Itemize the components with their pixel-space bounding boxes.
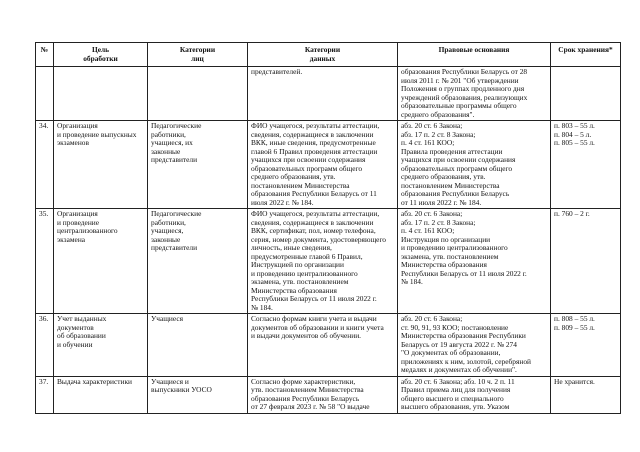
col-data-header — [248, 43, 398, 67]
cell-text-line: образования Республики Беларусь от 28 — [401, 67, 528, 76]
col-number-header — [36, 43, 54, 67]
person-categories-cell — [148, 67, 248, 121]
cell-text-line: и проведению централизованного — [401, 243, 508, 252]
header-text-line: данных — [309, 53, 336, 63]
purpose-cell — [54, 376, 148, 413]
cell-text-line: учреждений образования, реализующих — [401, 92, 528, 102]
person-categories-cell — [148, 121, 248, 209]
cell-text-line: образовательные программы общего — [401, 101, 517, 110]
purpose-cell — [54, 67, 148, 121]
cell-text-line: приложениях к ним, золотой, серебряной — [401, 356, 531, 366]
storage-term-cell — [551, 121, 621, 209]
cell-text-line: июля 2011 г. № 201 "Об утверждении — [401, 75, 519, 85]
cell-text-line: абз. 20 ст. 6 Закона; абз. 10 ч. 2 п. 11 — [401, 376, 515, 386]
cell-text-line: Организация — [57, 209, 98, 218]
cell-text-line: Педагогические — [151, 209, 202, 218]
cell-text-line: экзамена, утв. постановлением — [401, 251, 499, 261]
cell-text-line: Инструкция по организации — [401, 234, 491, 244]
cell-text-line: ФИО учащегося, результаты аттестации, — [251, 209, 380, 218]
cell-text-line: учащиеся, их — [151, 138, 193, 147]
cell-text-line: сведения, содержащиеся в заключении — [251, 129, 374, 139]
data-categories-cell — [248, 376, 398, 413]
legal-basis-cell — [398, 67, 551, 121]
col-legal-header — [398, 43, 551, 67]
purpose-cell — [54, 121, 148, 209]
table-row — [36, 209, 621, 314]
cell-text-line: образования Республики Беларусь — [401, 189, 510, 198]
cell-text-line: постановлением Министерства — [401, 180, 500, 190]
purpose-cell — [54, 314, 148, 377]
header-text-line: лиц — [191, 53, 204, 63]
cell-text-line: и обучении — [57, 339, 93, 349]
row-number: 36. — [36, 314, 54, 377]
cell-text-line: среднего образования". — [401, 109, 475, 119]
cell-text-line: ФИО учащегося, результаты аттестации, — [251, 121, 380, 130]
legal-basis-cell — [398, 121, 551, 209]
row-number: 37. — [36, 376, 54, 413]
cell-text-line: абз. 20 ст. 6 Закона; — [401, 209, 463, 218]
cell-text-line: учащиеся, — [151, 226, 184, 235]
cell-text-line: № 184. — [251, 302, 273, 312]
cell-text-line: документов об образовании и книги учета — [251, 322, 384, 332]
data-categories-cell — [248, 314, 398, 377]
cell-text-line: представители — [151, 155, 198, 164]
cell-text-line: Министерства образования — [401, 260, 487, 269]
cell-text-line: Инструкцией по организации — [251, 260, 344, 269]
cell-text-line: законные — [151, 146, 181, 156]
cell-text-line: сведения, содержащиеся в заключении — [251, 217, 374, 227]
cell-text-line: п. 808 – 55 л. — [554, 314, 595, 323]
cell-text-line: централизованного — [57, 226, 118, 235]
cell-text-line: п. 760 – 2 г. — [554, 209, 590, 218]
row-number: 35. — [36, 209, 54, 314]
cell-text-line: от 11 июля 2022 г. № 184. — [401, 197, 482, 207]
cell-text-line: Республики Беларусь от 11 июля 2022 г. — [251, 294, 377, 303]
cell-text-line: Согласно формам книги учета и выдачи — [251, 314, 377, 323]
cell-text-line: Министерства образования — [251, 285, 337, 295]
cell-text-line: ВКК, сертификат, пол, номер телефона, — [251, 226, 376, 235]
cell-text-line: экзамена, утв. постановлением — [251, 277, 349, 286]
cell-text-line: Согласно форме характеристики, — [251, 376, 356, 386]
cell-text-line: высшего образования, утв. Указом — [401, 402, 510, 411]
cell-text-line: Беларусь от 19 августа 2022 г. № 274 — [401, 339, 517, 349]
person-categories-cell — [148, 209, 248, 314]
purpose-cell — [54, 209, 148, 314]
cell-text-line: Учет выданных — [57, 314, 107, 323]
header-text-line: обработки — [83, 53, 118, 63]
legal-basis-cell — [398, 376, 551, 413]
data-processing-table — [35, 42, 621, 414]
cell-text-line: экзаменов — [57, 138, 89, 147]
header-text-line: Категории — [304, 45, 341, 54]
cell-text-line: личность, иные сведения, — [251, 243, 332, 252]
row-number: 34. — [36, 121, 54, 209]
cell-text-line: образовательных программ общего — [251, 163, 363, 173]
cell-text-line: законные — [151, 234, 181, 244]
cell-text-line: общего высшего и специального — [401, 393, 504, 403]
cell-text-line: работники, — [151, 129, 186, 139]
header-text-line: Цель — [91, 45, 110, 54]
cell-text-line: представителей. — [251, 67, 303, 76]
table-row — [36, 67, 621, 121]
cell-text-line: Учащиеся — [151, 314, 184, 323]
cell-text-line: Министерства образования Республики — [401, 331, 526, 340]
cell-text-line: и выдачи документов об обучении. — [251, 331, 362, 340]
cell-text-line: Выдача характеристики — [57, 376, 133, 386]
cell-text-line: об образовании — [57, 331, 106, 340]
data-categories-cell — [248, 209, 398, 314]
cell-text-line: п. 804 – 5 л. — [554, 129, 592, 139]
row-number — [36, 67, 54, 121]
cell-text-line: абз. 20 ст. 6 Закона; — [401, 314, 463, 323]
cell-text-line: "О документах об образовании, — [401, 348, 501, 357]
cell-text-line: Не хранится. — [554, 376, 595, 386]
cell-text-line: учащихся при освоении содержания — [401, 155, 516, 164]
col-term-header — [551, 43, 621, 67]
cell-text-line: представители — [151, 243, 198, 252]
cell-text-line: Республики Беларусь от 11 июля 2022 г. — [401, 268, 527, 278]
cell-text-line: абз. 20 ст. 6 Закона; — [401, 121, 463, 130]
legal-basis-cell — [398, 314, 551, 377]
cell-text-line: ст. 90, 91, 93 КОО; постановление — [401, 322, 509, 332]
cell-text-line: Правил приема лиц для получения — [401, 385, 511, 394]
cell-text-line: Учащиеся и — [151, 376, 189, 386]
cell-text-line: Педагогические — [151, 121, 202, 130]
table-row — [36, 314, 621, 377]
cell-text-line: образования Республики Беларусь от 11 — [251, 189, 377, 198]
person-categories-cell — [148, 376, 248, 413]
cell-text-line: п. 4 ст. 161 КОО; — [401, 138, 455, 147]
person-categories-cell — [148, 314, 248, 377]
document-page — [35, 42, 620, 414]
header-text-line: № — [40, 45, 49, 54]
cell-text-line: главой 6 Правил проведения аттестации — [251, 146, 378, 156]
cell-text-line: работники, — [151, 217, 186, 227]
header-text-line: Правовые основания — [438, 45, 510, 54]
cell-text-line: и проведению централизованного — [251, 268, 358, 278]
cell-text-line: выпускники УОСО — [151, 385, 212, 394]
cell-text-line: и проведение выпускных — [57, 129, 137, 139]
table-body — [36, 67, 621, 414]
cell-text-line: утв. постановлением Министерства — [251, 385, 364, 394]
cell-text-line: образовательных программ общего — [401, 163, 513, 173]
cell-text-line: Организация — [57, 121, 98, 130]
cell-text-line: от 27 февраля 2023 г. № 58 "О выдаче — [251, 402, 370, 411]
storage-term-cell — [551, 209, 621, 314]
cell-text-line: № 184. — [401, 277, 423, 286]
cell-text-line: Положения о группах продленного дня — [401, 84, 525, 93]
storage-term-cell — [551, 376, 621, 413]
cell-text-line: абз. 17 п. 2 ст. 8 Закона; — [401, 217, 476, 227]
cell-text-line: п. 803 – 55 л. — [554, 121, 595, 130]
cell-text-line: учащихся при освоении содержания — [251, 155, 366, 164]
cell-text-line: предусмотренные главой 6 Правил, — [251, 251, 363, 261]
cell-text-line: п. 805 – 55 л. — [554, 138, 595, 147]
cell-text-line: п. 4 ст. 161 КОО; — [401, 226, 455, 235]
cell-text-line: среднего образования, утв. — [251, 172, 336, 181]
cell-text-line: документов — [57, 322, 94, 332]
col-purpose-header — [54, 43, 148, 67]
cell-text-line: абз. 17 п. 2 ст. 8 Закона; — [401, 129, 476, 139]
header-text-line: Срок хранения* — [558, 45, 613, 54]
cell-text-line: ВКК, иные сведения, предусмотренные — [251, 138, 376, 147]
cell-text-line: п. 809 – 55 л. — [554, 322, 595, 332]
cell-text-line: образования Республики Беларусь — [251, 393, 360, 403]
storage-term-cell — [551, 67, 621, 121]
cell-text-line: Правила проведения аттестации — [401, 146, 503, 156]
header-text-line: Категории — [179, 45, 216, 54]
cell-text-line: среднего образования, утв. — [401, 172, 486, 181]
cell-text-line: постановлением Министерства — [251, 180, 350, 190]
cell-text-line: и проведение — [57, 217, 100, 227]
table-row — [36, 121, 621, 209]
cell-text-line: экзамена — [57, 234, 86, 244]
table-row — [36, 376, 621, 413]
data-categories-cell — [248, 67, 398, 121]
table-header-row — [36, 43, 621, 67]
storage-term-cell — [551, 314, 621, 377]
legal-basis-cell — [398, 209, 551, 314]
data-categories-cell — [248, 121, 398, 209]
cell-text-line: серия, номер документа, удостоверяющего — [251, 234, 386, 244]
cell-text-line: медалях и документах об обучении". — [401, 365, 517, 374]
col-persons-header — [148, 43, 248, 67]
cell-text-line: июля 2022 г. № 184. — [251, 197, 314, 207]
